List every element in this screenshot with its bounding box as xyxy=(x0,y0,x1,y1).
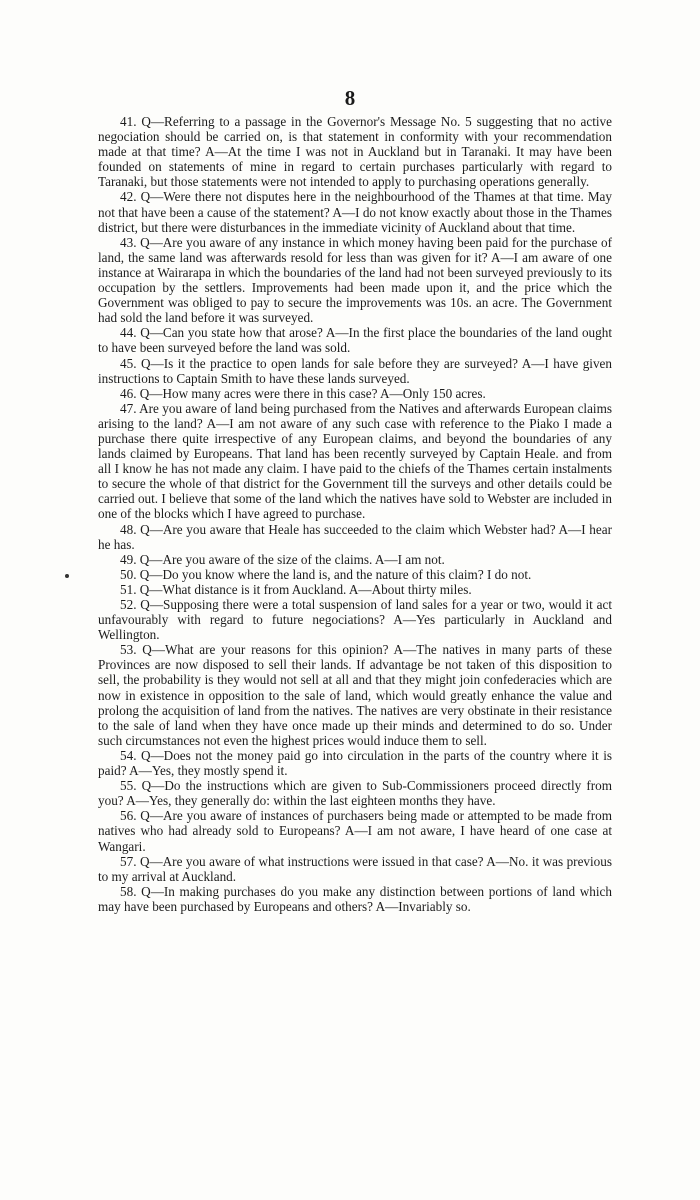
paragraph-q50: 50. Q—Do you know where the land is, and the nature of this claim? I do not. xyxy=(120,566,532,582)
page-number: 8 xyxy=(344,86,356,110)
paragraph-q49: 49. Q—Are you aware of the size of the claims. A—I am not. xyxy=(120,551,445,567)
evidence-text xyxy=(98,114,612,914)
paragraph-q57: 57. Q—Are you aware of what instructions were issued in that case? A—No. it was previous to my arrival at Auckland. xyxy=(98,853,612,884)
paragraph-q58: 58. Q—In making purchases do you make any distinction between portions of land which may have been purchased by Europeans and others? A—Invariably so. xyxy=(98,883,612,914)
paragraph-q43: 43. Q—Are you aware of any instance in which money having been paid for the purchase of land, the same land was afterwards resold for less than was given for it? A—I am aware of one instance at Wairarapa in which the boundaries of the land had not been surveyed previously to its occupation by the settlers. Improvements had been made upon it, and the price which the Government was obliged to pay to secure the improvements was 10s. an acre. The Government had sold the land before it was surveyed. xyxy=(98,234,612,326)
paragraph-q56: 56. Q—Are you aware of instances of purchasers being made or attempted to be made from natives who had already sold to Europeans? A—I am not aware, I have heard of one case at Wangari. xyxy=(98,808,612,854)
paragraph-q51: 51. Q—What distance is it from Auckland. A—About thirty miles. xyxy=(120,581,472,597)
paragraph-q55: 55. Q—Do the instructions which are given to Sub-Commissioners proceed directly from you? A—Yes, they generally do: within the last eighteen months they have. xyxy=(98,778,612,809)
margin-ink-dot xyxy=(65,574,69,578)
paragraph-q52: 52. Q—Supposing there were a total suspension of land sales for a year or two, would it act unfavourably with regard to future negociations? A—Yes particularly in Auckland and Wellington. xyxy=(98,597,612,643)
paragraph-q47: 47. Are you aware of land being purchased from the Natives and afterwards European claims arising to the land? A—I am not aware of any such case with reference to the Piako I made a purchase there quite irrespective of any European claims, and beyond the boundaries of any lands claimed by Europeans. That land has been recently surveyed by Captain Heale. and from all I know he has not made any claim. I have paid to the chiefs of the Thames certain instalments to secure the whole of that district for the Government till the surveys and other details could be carried out. I believe that some of the land which the natives have sold to Webster are included in one of the blocks which I have agreed to purchase. xyxy=(98,400,612,522)
paragraph-q54: 54. Q—Does not the money paid go into circulation in the parts of the country where it is paid? A—Yes, they mostly spend it. xyxy=(98,747,612,779)
paragraph-q41: 41. Q—Referring to a passage in the Governor's Message No. 5 suggesting that no active negociation should be carried on, is that statement in conformity with your recommendation made at that time? A—At the time I was not in Auckland but in Taranaki. It may have been founded on statements of mine in regard to certain purchases particularly with regard to Taranaki, but those statements were not intended to apply to purchasing operations generally. xyxy=(98,114,612,190)
paragraph-q44: 44. Q—Can you state how that arose? A—In the first place the boundaries of the land ought to have been surveyed before the land was sold. xyxy=(98,325,612,356)
paragraph-q42: 42. Q—Were there not disputes here in the neighbourhood of the Thames at that time. May not that have been a cause of the statement? A—I do not know exactly about those in the Thames district, but there were disturbances in the immediate vicinity of Auckland about that time. xyxy=(98,189,612,235)
paragraph-q53: 53. Q—What are your reasons for this opinion? A—The natives in many parts of these Provinces are now disposed to sell their lands. If advantage be not taken of this disposition to sell, the probability is they would not sell at all and that they might join confederacies which are now in existence in opposition to the sale of land, which would greatly enhance the value and prolong the acquisition of land from the natives. The natives are very obstinate in their resistance to the sale of land when they have once made up their minds and determined to do so. Under such circumstances not even the highest prices would induce them to sell. xyxy=(98,642,612,748)
paragraph-q48: 48. Q—Are you aware that Heale has succeeded to the claim which Webster had? A—I hear he has. xyxy=(98,521,612,552)
paragraph-q46: 46. Q—How many acres were there in this case? A—Only 150 acres. xyxy=(120,385,486,401)
paragraph-q45: 45. Q—Is it the practice to open lands for sale before they are surveyed? A—I have given instructions to Captain Smith to have these lands surveyed. xyxy=(98,355,612,386)
